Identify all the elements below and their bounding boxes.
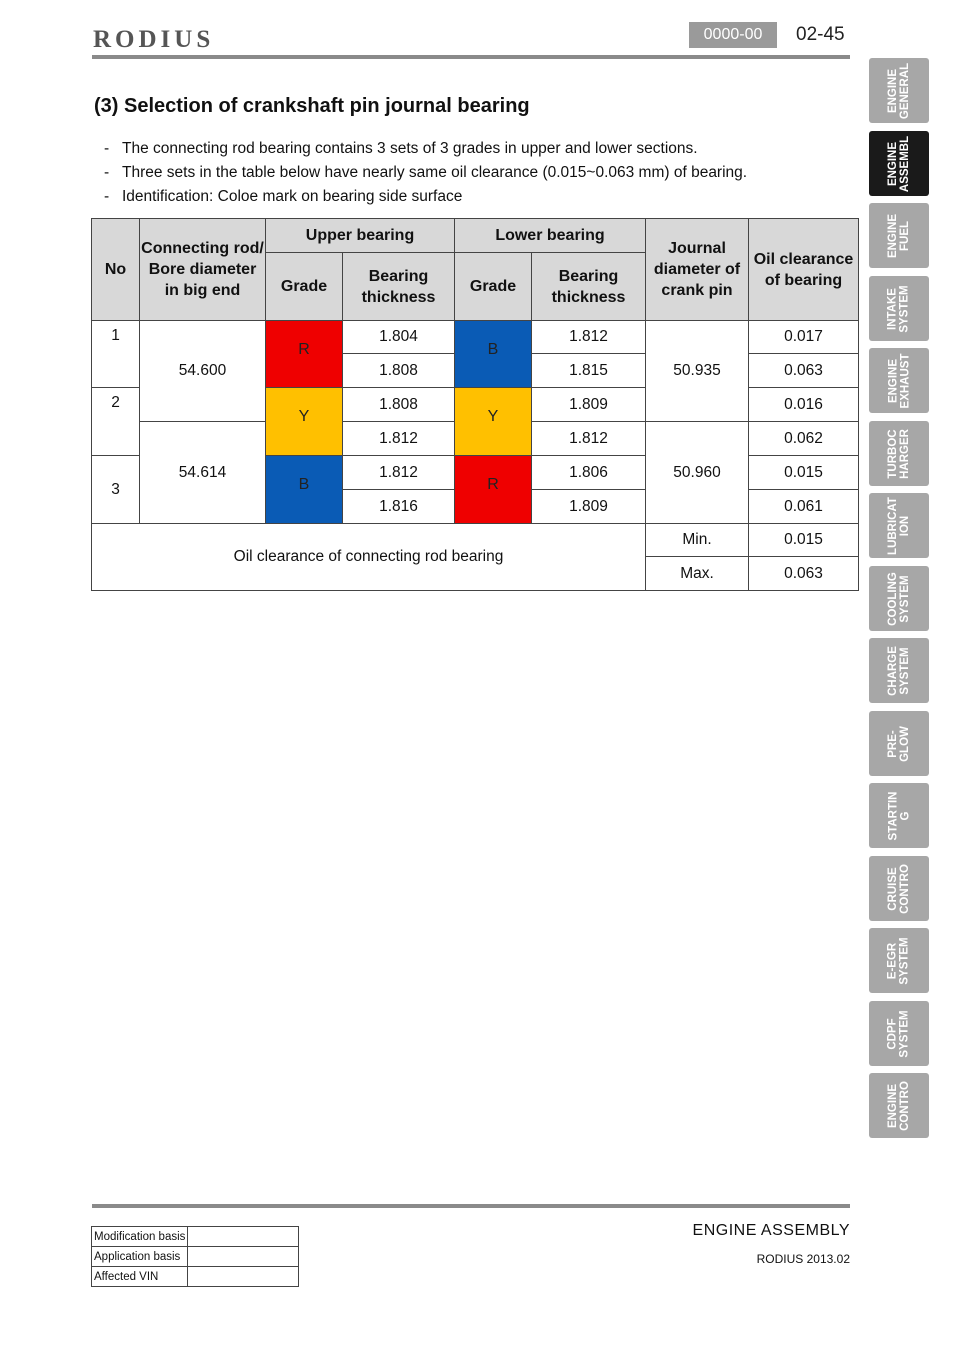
upper-grade-badge: Y xyxy=(266,388,343,456)
oil-clearance: 0.017 xyxy=(749,321,859,354)
side-tab-engine-exhaust[interactable] xyxy=(869,348,929,413)
header-journal-diameter: Journal diameter of crank pin xyxy=(646,219,749,321)
header-divider xyxy=(92,55,850,59)
side-tab-label: LUBRICAT ION xyxy=(886,496,911,555)
footer-section-name: ENGINE ASSEMBLY xyxy=(692,1222,850,1239)
side-tab-label: CHARGE SYSTEM xyxy=(887,645,911,696)
summary-min-label: Min. xyxy=(646,524,749,557)
affected-vin-label: Affected VIN xyxy=(92,1267,188,1287)
upper-thickness: 1.808 xyxy=(343,354,455,388)
side-tab-turbocharger[interactable] xyxy=(869,421,929,486)
upper-grade-badge: B xyxy=(266,456,343,524)
bore-diameter: 54.600 xyxy=(140,321,266,422)
side-tab-label: PRE- GLOW xyxy=(887,725,911,762)
side-tab-cdpf-system[interactable] xyxy=(869,1001,929,1066)
upper-thickness: 1.808 xyxy=(343,388,455,422)
header-upper-thickness: Bearing thickness xyxy=(343,253,455,321)
oil-clearance: 0.016 xyxy=(749,388,859,422)
side-tab-label: TURBOC HARGER xyxy=(887,428,911,479)
lower-thickness: 1.815 xyxy=(532,354,646,388)
side-tab-label: CRUISE CONTRO xyxy=(887,863,911,914)
bullet-list xyxy=(104,138,747,210)
summary-max-value: 0.063 xyxy=(749,557,859,591)
header-oil-clearance: Oil clearance of bearing xyxy=(749,219,859,321)
side-tab-label: ENGINE ASSEMBL xyxy=(886,135,911,192)
lower-grade-badge: B xyxy=(455,321,532,388)
footer-divider xyxy=(92,1204,850,1208)
journal-diameter: 50.960 xyxy=(646,422,749,524)
side-tab-engine-fuel[interactable] xyxy=(869,203,929,268)
upper-thickness: 1.816 xyxy=(343,490,455,524)
bore-diameter: 54.614 xyxy=(140,422,266,524)
header-lower-thickness: Bearing thickness xyxy=(532,253,646,321)
lower-thickness: 1.809 xyxy=(532,490,646,524)
summary-max-label: Max. xyxy=(646,557,749,591)
section-title: (3) Selection of crankshaft pin journal bearing xyxy=(94,95,530,117)
oil-clearance: 0.063 xyxy=(749,354,859,388)
header-upper-grade: Grade xyxy=(266,253,343,321)
lower-grade-badge: R xyxy=(455,456,532,524)
lower-thickness: 1.812 xyxy=(532,422,646,456)
upper-thickness: 1.812 xyxy=(343,456,455,490)
modification-basis-value xyxy=(188,1227,299,1247)
header-lower-grade: Grade xyxy=(455,253,532,321)
page-code-badge: 0000-00 xyxy=(689,22,777,48)
side-tab-engine-assembly[interactable] xyxy=(869,131,929,196)
lower-grade-badge: Y xyxy=(455,388,532,456)
side-tab-label: ENGINE EXHAUST xyxy=(886,353,911,408)
lower-thickness: 1.809 xyxy=(532,388,646,422)
brand-logo: RODIUS xyxy=(93,26,215,53)
side-tab-starting[interactable] xyxy=(869,783,929,848)
header-no: No xyxy=(92,219,140,321)
bullet-text: The connecting rod bearing contains 3 sets of 3 grades in upper and lower sections. xyxy=(122,140,698,157)
side-tab-charge-system[interactable] xyxy=(869,638,929,703)
side-tab-cruise-control[interactable] xyxy=(869,856,929,921)
side-tab-engine-general[interactable] xyxy=(869,58,929,123)
bullet-item: - The connecting rod bearing contains 3 sets of 3 grades in upper and lower sections. xyxy=(104,140,698,157)
header-lower-bearing: Lower bearing xyxy=(455,219,646,253)
oil-clearance: 0.015 xyxy=(749,456,859,490)
side-tab-label: COOLING SYSTEM xyxy=(886,571,911,626)
side-tab-label: ENGINE FUEL xyxy=(887,213,911,258)
set-number: 3 xyxy=(92,456,140,524)
set-number: 2 xyxy=(92,388,140,456)
application-basis-value xyxy=(188,1247,299,1267)
upper-grade-badge: R xyxy=(266,321,343,388)
oil-clearance: 0.062 xyxy=(749,422,859,456)
page-number: 02-45 xyxy=(796,24,845,45)
side-tab-cooling-system[interactable] xyxy=(869,566,929,631)
lower-thickness: 1.812 xyxy=(532,321,646,354)
side-tab-pre-glow[interactable] xyxy=(869,711,929,776)
side-tab-label: E-EGR SYSTEM xyxy=(886,936,911,985)
side-tab-label: CDPF SYSTEM xyxy=(886,1009,911,1058)
bullet-item: - Three sets in the table below have nearly same oil clearance (0.015~0.063 mm) of bearing. xyxy=(104,164,748,181)
lower-thickness: 1.806 xyxy=(532,456,646,490)
modification-table xyxy=(91,1226,299,1287)
side-tab-label: INTAKE SYSTEM xyxy=(886,284,911,333)
modification-basis-label: Modification basis xyxy=(92,1227,188,1247)
side-tab-intake-system[interactable] xyxy=(869,276,929,341)
side-tab-label: STARTIN G xyxy=(886,791,911,840)
application-basis-label: Application basis xyxy=(92,1247,188,1267)
side-tab-lubrication[interactable] xyxy=(869,493,929,558)
oil-clearance: 0.061 xyxy=(749,490,859,524)
bullet-text: Three sets in the table below have nearly same oil clearance (0.015~0.063 mm) of bearing. xyxy=(122,164,748,181)
footer-model-date: RODIUS 2013.02 xyxy=(756,1252,850,1266)
upper-thickness: 1.804 xyxy=(343,321,455,354)
bearing-selection-table xyxy=(91,218,859,591)
summary-min-value: 0.015 xyxy=(749,524,859,557)
set-number: 1 xyxy=(92,321,140,388)
upper-thickness: 1.812 xyxy=(343,422,455,456)
journal-diameter: 50.935 xyxy=(646,321,749,422)
header-upper-bearing: Upper bearing xyxy=(266,219,455,253)
bullet-text: Identification: Coloe mark on bearing side surface xyxy=(122,188,463,205)
side-tab-engine-control[interactable] xyxy=(869,1073,929,1138)
header-conn-rod-bore: Connecting rod/ Bore diameter in big end xyxy=(140,219,266,321)
affected-vin-value xyxy=(188,1267,299,1287)
summary-label: Oil clearance of connecting rod bearing xyxy=(92,524,646,591)
bullet-item: - Identification: Coloe mark on bearing side surface xyxy=(104,188,463,205)
side-tab-label: ENGINE CONTRO xyxy=(887,1080,911,1131)
side-tab-label: ENGINE GENERAL xyxy=(886,62,911,119)
side-tab-e-egr-system[interactable] xyxy=(869,928,929,993)
